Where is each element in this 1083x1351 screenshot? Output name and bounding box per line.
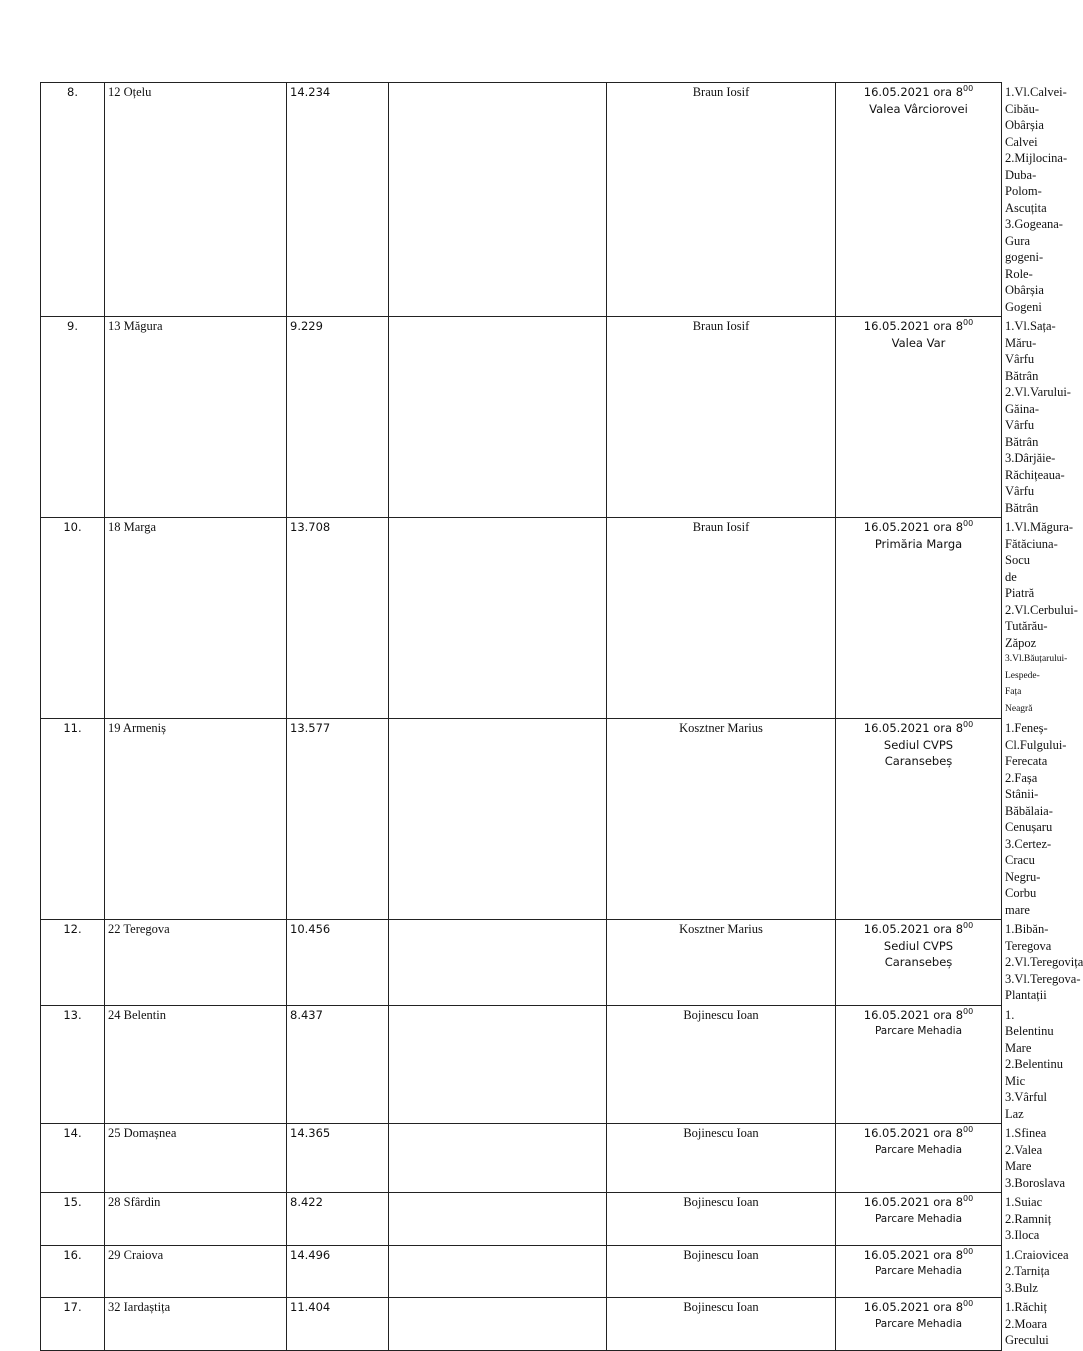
area-value: 8.422	[287, 1193, 389, 1246]
empty-cell	[389, 83, 607, 317]
area-value: 8.437	[287, 1005, 389, 1124]
empty-cell	[389, 518, 607, 719]
table-row: 15. 28 Sfârdin 8.422 Bojinescu Ioan 16.05.2021 ora $8^{00}$ Parcare Mehadia 1.Suiac 2.Ramniț 3.Iloca	[41, 1193, 1002, 1246]
row-number: 8.	[41, 83, 105, 317]
empty-cell	[389, 1005, 607, 1124]
responsible-person: Bojinescu Ioan	[607, 1298, 836, 1351]
empty-cell	[389, 1298, 607, 1351]
empty-cell	[389, 1124, 607, 1193]
responsible-person: Bojinescu Ioan	[607, 1005, 836, 1124]
meeting-hour-minutes: 00	[963, 921, 974, 930]
meeting-place: Valea Var	[891, 335, 946, 350]
area-value: 13.577	[287, 719, 389, 920]
hunting-fund-name: 13 Măgura	[105, 317, 287, 518]
meeting-date: 16.05.2021 ora 8	[863, 1300, 964, 1314]
hunting-fund-name: 28 Sfârdin	[105, 1193, 287, 1246]
meeting-place: Sediul CVPS	[883, 737, 954, 752]
table-row: 11. 19 Armeniș 13.577 Kosztner Marius 16.05.2021 ora $8^{00}$ Sediul CVPS Caransebeș 1.Feneș-Cl.Fulgului-Ferecata 2.Fașa Stânii-Băbălaia-Cenușaru 3.Certez-Cracu Negru-Corbu mare	[41, 719, 1002, 920]
meeting-hour-minutes: 00	[963, 1246, 974, 1256]
row-number: 14.	[41, 1124, 105, 1193]
table-row: 12. 22 Teregova 10.456 Kosztner Marius 16.05.2021 ora $8^{00}$ Sediul CVPS Caransebeș 1.Bibăn-Teregova 2.Vl.Teregovița 3.Vl.Teregova-Plantații	[41, 920, 1002, 1006]
responsible-person: Braun Iosif	[607, 83, 836, 317]
responsible-person: Bojinescu Ioan	[607, 1124, 836, 1193]
meeting-info	[836, 920, 1002, 1006]
hunting-fund-name: 32 Iardaștița	[105, 1298, 287, 1351]
table-row: 17. 32 Iardaștița 11.404 Bojinescu Ioan 16.05.2021 ora $8^{00}$ Parcare Mehadia 1.Răchiț 2.Moara Grecului	[41, 1298, 1002, 1351]
table-row: 16. 29 Craiova 14.496 Bojinescu Ioan 16.05.2021 ora $8^{00}$ Parcare Mehadia 1.Craiovicea 2.Tarnița 3.Bulz	[41, 1245, 1002, 1298]
area-value: 10.456	[287, 920, 389, 1006]
meeting-info	[836, 1124, 1002, 1193]
table-row: 9. 13 Măgura 9.229 Braun Iosif 16.05.2021 ora $8^{00}$ Valea Var 1.Vl.Sața-Măru-Vârfu Bătrân 2.Vl.Varului-Găina-Vârfu Bătrân 3.Dârjăie-Răchițeaua-Vârfu Bătrân	[41, 317, 1002, 518]
meeting-hour-minutes: 00	[963, 1006, 974, 1016]
area-value: 14.365	[287, 1124, 389, 1193]
hunting-fund-name: 24 Belentin	[105, 1005, 287, 1124]
meeting-info	[836, 83, 1002, 317]
meeting-hour-minutes: 00	[963, 1299, 974, 1308]
meeting-hour-minutes: 00	[963, 1125, 974, 1134]
meeting-info	[836, 1298, 1002, 1351]
responsible-person: Kosztner Marius	[607, 920, 836, 1006]
row-number: 17.	[41, 1298, 105, 1351]
meeting-date: 16.05.2021 ora 8	[863, 85, 964, 99]
meeting-date: 16.05.2021 ora 8	[863, 922, 964, 936]
row-number: 16.	[41, 1245, 105, 1298]
meeting-info	[836, 1193, 1002, 1246]
empty-cell	[389, 317, 607, 518]
area-value: 13.708	[287, 518, 389, 719]
hunting-fund-name: 12 Oțelu	[105, 83, 287, 317]
responsible-person: Bojinescu Ioan	[607, 1193, 836, 1246]
row-number: 9.	[41, 317, 105, 518]
row-number: 13.	[41, 1005, 105, 1124]
meeting-date: 16.05.2021 ora 8	[863, 721, 964, 735]
meeting-date: 16.05.2021 ora 8	[863, 520, 964, 534]
hunting-fund-name: 18 Marga	[105, 518, 287, 719]
hunting-fund-table	[40, 82, 1083, 1351]
meeting-info	[836, 719, 1002, 920]
meeting-place: Parcare Mehadia	[874, 1317, 963, 1330]
row-number: 10.	[41, 518, 105, 719]
table-body	[41, 83, 1083, 1351]
area-value: 9.229	[287, 317, 389, 518]
row-number: 12.	[41, 920, 105, 1006]
responsible-person: Braun Iosif	[607, 518, 836, 719]
meeting-hour-minutes: 00	[963, 519, 974, 528]
hunting-fund-name: 22 Teregova	[105, 920, 287, 1006]
meeting-info	[836, 1245, 1002, 1298]
responsible-person: Braun Iosif	[607, 317, 836, 518]
table-row: 14. 25 Domașnea 14.365 Bojinescu Ioan 16.05.2021 ora $8^{00}$ Parcare Mehadia 1.Sfinea 2.Valea Mare 3.Boroslava	[41, 1124, 1002, 1193]
empty-cell	[389, 920, 607, 1006]
empty-cell	[389, 1193, 607, 1246]
empty-cell	[389, 719, 607, 920]
meeting-info	[836, 518, 1002, 719]
table-row: 8. 12 Oțelu 14.234 Braun Iosif 16.05.2021 ora $8^{00}$ Valea Vârciorovei 1.Vl.Calvei-Cibău-Obârșia Calvei 2.Mijlocina-Duba-Polom- Ascuțita 3.Gogeana-Gura gogeni-Role- Obârșia Gogeni	[41, 83, 1002, 317]
meeting-date: 16.05.2021 ora 8	[863, 1007, 964, 1022]
area-value: 11.404	[287, 1298, 389, 1351]
table-row: 10. 18 Marga 13.708 Braun Iosif 16.05.2021 ora $8^{00}$ Primăria Marga 1.Vl.Măgura-Fătăciuna-Socu de Piatră 2.Vl.Cerbului-Tutărău-Zăpoz 3.Vl.Băuțarului-Lespede-Fața Neagră	[41, 518, 1002, 719]
meeting-place: Parcare Mehadia	[874, 1212, 963, 1225]
area-value: 14.234	[287, 83, 389, 317]
meeting-place: Valea Vârciorovei	[869, 101, 968, 116]
meeting-hour-minutes: 00	[963, 318, 974, 327]
meeting-info	[836, 1005, 1002, 1124]
meeting-hour-minutes: 00	[963, 84, 974, 93]
meeting-date: 16.05.2021 ora 8	[863, 1126, 964, 1140]
meeting-place: Parcare Mehadia	[874, 1025, 963, 1037]
meeting-info	[836, 317, 1002, 518]
row-number: 11.	[41, 719, 105, 920]
meeting-place: Caransebeș	[884, 754, 953, 768]
meeting-place: Caransebeș	[884, 955, 953, 969]
row-number: 15.	[41, 1193, 105, 1246]
table-row: 13. 24 Belentin 8.437 Bojinescu Ioan 16.05.2021 ora $8^{00}$ Parcare Mehadia 1. Belentinu Mare 2.Belentinu Mic 3.Vârful Laz	[41, 1005, 1002, 1124]
meeting-hour-minutes: 00	[963, 720, 974, 729]
meeting-place: Parcare Mehadia	[874, 1265, 963, 1277]
responsible-person: Kosztner Marius	[607, 719, 836, 920]
meeting-place: Parcare Mehadia	[874, 1143, 963, 1156]
meeting-date: 16.05.2021 ora 8	[863, 1195, 964, 1209]
hunting-fund-name: 29 Craiova	[105, 1245, 287, 1298]
area-value: 14.496	[287, 1245, 389, 1298]
meeting-date: 16.05.2021 ora 8	[863, 1247, 964, 1262]
empty-cell	[389, 1245, 607, 1298]
meeting-place: Sediul CVPS	[883, 938, 954, 953]
meeting-hour-minutes: 00	[963, 1194, 974, 1203]
hunting-fund-name: 19 Armeniș	[105, 719, 287, 920]
meeting-date: 16.05.2021 ora 8	[863, 319, 964, 333]
meeting-place: Primăria Marga	[874, 536, 963, 551]
hunting-fund-name: 25 Domașnea	[105, 1124, 287, 1193]
responsible-person: Bojinescu Ioan	[607, 1245, 836, 1298]
